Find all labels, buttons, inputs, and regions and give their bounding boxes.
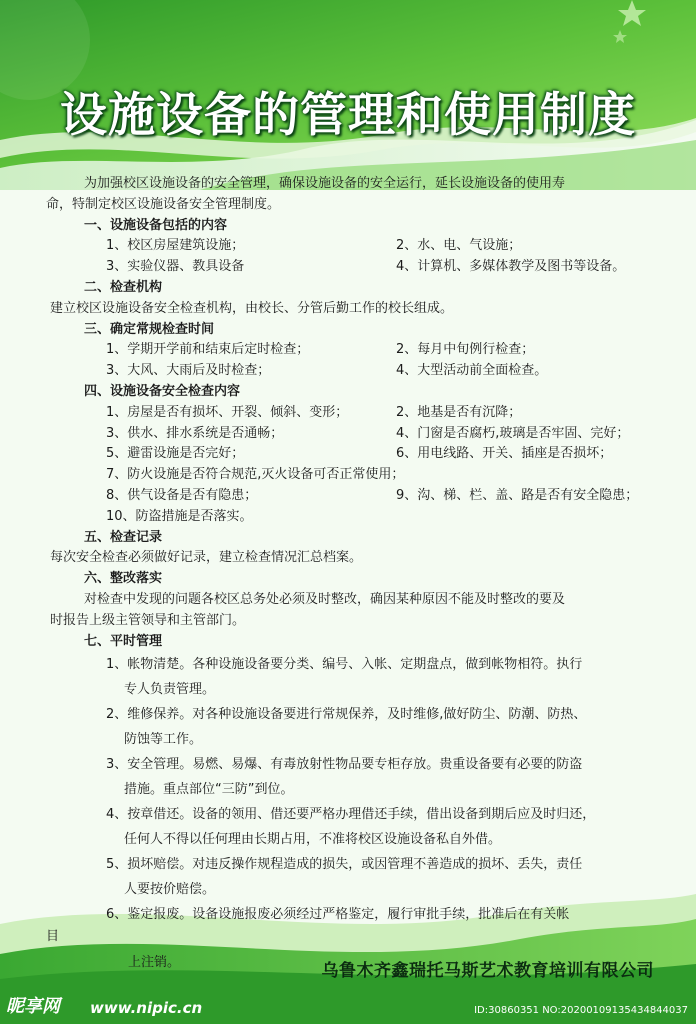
section-4-heading: 四、设施设备安全检查内容 [84,383,241,399]
s4-item: 8、供气设备是否有隐患； [106,487,258,503]
section-4-row [50,424,686,445]
section-2-heading: 二、检查机构 [84,279,163,295]
s4-item: 6、用电线路、开关、插座是否损坏； [396,446,613,462]
s4-item: 2、地基是否有沉降； [396,404,522,420]
s7-item-6-end: 上注销。 [128,955,181,971]
s4-item: 9、沟、梯、栏、盖、路是否有安全隐患； [396,487,639,503]
s1-item: 4、计算机、多媒体教学及图书等设备。 [396,259,626,275]
s4-item: 5、避雷设施是否完好； [106,446,245,462]
watermark-url: www.nipic.cn [90,999,203,1017]
section-4-row [50,444,686,465]
intro-line-1: 为加强校区设施设备的安全管理，确保设施设备的安全运行，延长设施设备的使用寿 [84,176,566,191]
section-4-row [50,486,686,507]
s3-item: 3、大风、大雨后及时检查； [106,363,271,379]
section-6-heading: 六、整改落实 [84,571,163,587]
s7-item-6: 6、鉴定报废。设备设施报废必须经过严格鉴定，履行审批手续，批准后在有关帐 [106,907,570,923]
document-body [46,174,686,974]
section-6-text-1: 对检查中发现的问题各校区总务处必须及时整改，确因某种原因不能及时整改的要及 [84,591,566,607]
s1-item: 3、实验仪器、教具设备 [106,259,245,275]
section-1-row [50,236,686,257]
s4-item: 4、门窗是否腐朽,玻璃是否牢固、完好； [396,425,630,441]
s3-item: 2、每月中旬例行检查； [396,342,535,358]
s4-item: 3、供水、排水系统是否通畅； [106,425,284,441]
section-1-heading: 一、设施设备包括的内容 [84,217,228,233]
image-id-text: ID:30860351 NO:20200109135434844037 [474,1005,688,1016]
s4-item-10: 10、防盗措施是否落实。 [106,508,253,524]
section-7-heading: 七、平时管理 [84,633,163,649]
page-title: 设施设备的管理和使用制度 [60,88,636,143]
s1-item: 1、校区房屋建筑设施； [106,238,245,254]
intro-line-2: 命，特制定校区设施设备安全管理制度。 [46,196,281,212]
s1-item: 2、水、电、气设施； [396,238,522,254]
section-3-row [50,361,686,382]
section-3-heading: 三、确定常规检查时间 [84,321,215,337]
s4-item-7: 7、防火设施是否符合规范,灭火设备可否正常使用； [106,467,405,483]
section-5-text: 每次安全检查必须做好记录，建立检查情况汇总档案。 [50,550,363,566]
company-name: 乌鲁木齐鑫瑞托马斯艺术教育培训有限公司 [321,961,654,981]
s3-item: 1、学期开学前和结束后定时检查； [106,342,310,358]
section-6-text-2: 时报告上级主管领导和主管部门。 [50,612,246,628]
section-3-row [50,340,686,361]
section-5-heading: 五、检查记录 [84,529,163,545]
s7-item-3-cont: 措施。重点部位“三防”到位。 [124,782,294,798]
s3-item: 4、大型活动前全面检查。 [396,363,548,379]
section-2-text: 建立校区设施设备安全检查机构，由校长、分管后勤工作的校长组成。 [50,300,454,316]
s4-item: 1、房屋是否有损坏、开裂、倾斜、变形； [106,404,349,420]
s7-item-4-cont: 任何人不得以任何理由长期占用，不准将校区设施设备私自外借。 [124,832,502,848]
s7-item-5-cont: 人要按价赔偿。 [124,882,216,898]
section-1-row [50,257,686,278]
s7-item-3: 3、安全管理。易燃、易爆、有毒放射性物品要专柜存放。贵重设备要有必要的防盗 [106,757,583,773]
section-4-row [50,403,686,424]
s7-item-1: 1、帐物清楚。各种设施设备要分类、编号、入帐、定期盘点，做到帐物相符。执行 [106,657,583,673]
s7-item-6-cont: 目 [46,929,60,945]
s7-item-2: 2、维修保养。对各种设施设备要进行常规保养，及时维修,做好防尘、防潮、防热、 [106,707,587,723]
s7-item-5: 5、损坏赔偿。对违反操作规程造成的损失，或因管理不善造成的损坏、丢失，责任 [106,857,583,873]
s7-item-4: 4、按章借还。设备的领用、借还要严格办理借还手续，借出设备到期后应及时归还， [106,807,596,823]
s7-item-1-cont: 专人负责管理。 [124,682,216,698]
s7-item-2-cont: 防蚀等工作。 [124,732,203,748]
watermark-logo: 昵享网 [6,996,60,1017]
